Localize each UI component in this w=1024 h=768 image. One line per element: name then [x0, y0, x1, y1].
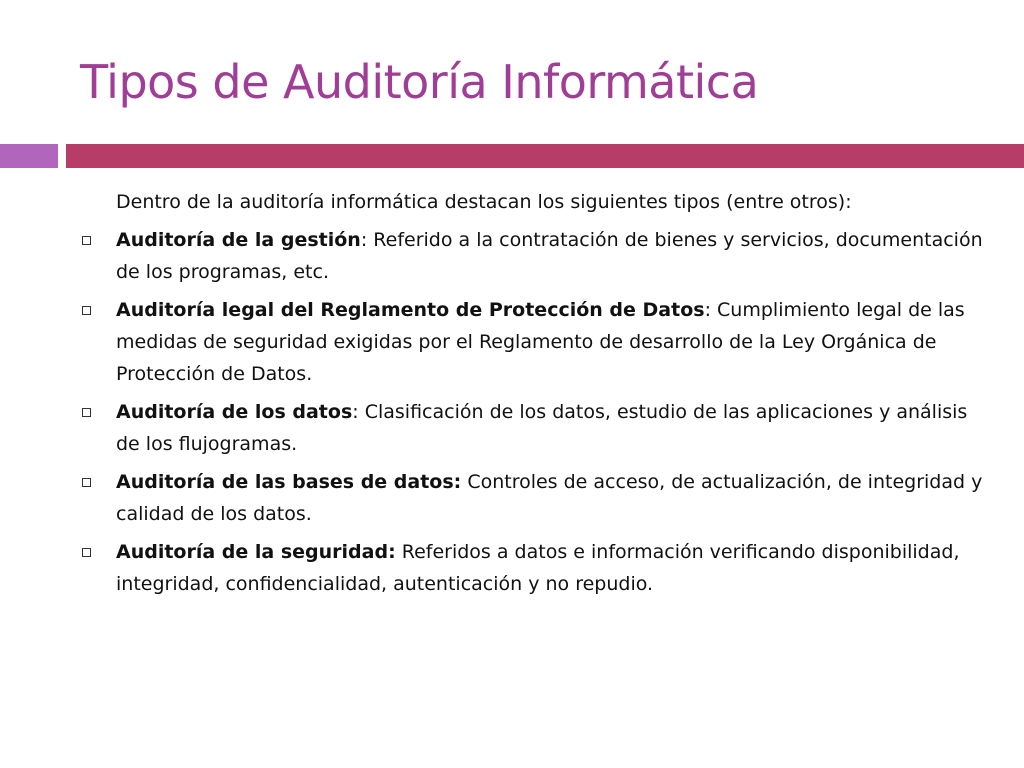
item-description: Cumplimiento legal de las medidas de seguridad exigidas por el Reglamento de desarrollo de la Ley Orgánica de Protección de Datos.	[116, 299, 965, 385]
hollow-square-icon	[82, 236, 91, 245]
slide-title: Tipos de Auditoría Informática	[80, 55, 759, 109]
hollow-square-icon	[82, 548, 91, 557]
list-item	[80, 294, 990, 390]
list-item	[80, 396, 990, 460]
intro-text: Dentro de la auditoría informática destacan los siguientes tipos (entre otros):	[116, 191, 852, 213]
accent-bar-left	[0, 144, 58, 168]
item-description: Clasificación de los datos, estudio de las aplicaciones y análisis de los flujogramas.	[116, 401, 968, 455]
hollow-square-icon	[82, 478, 91, 487]
item-description: Controles de acceso, de actualización, de integridad y calidad de los datos.	[116, 471, 983, 525]
item-term: Auditoría legal del Reglamento de Protección de Datos	[116, 299, 705, 321]
list-item	[80, 224, 990, 288]
item-separator: :	[360, 229, 374, 251]
item-description: Referido a la contratación de bienes y servicios, documentación de los programas, etc.	[116, 229, 983, 283]
item-term: Auditoría de la seguridad:	[116, 541, 396, 563]
list-item	[80, 466, 990, 530]
item-term: Auditoría de las bases de datos:	[116, 471, 462, 493]
hollow-square-icon	[82, 306, 91, 315]
item-term: Auditoría de la gestión	[116, 229, 361, 251]
slide-body	[80, 186, 990, 606]
hollow-square-icon	[82, 408, 91, 417]
item-separator: :	[352, 401, 365, 423]
item-description: Referidos a datos e información verificando disponibilidad, integridad, confidencialidad, autenticación y no repudio.	[116, 541, 960, 595]
item-term: Auditoría de los datos	[116, 401, 353, 423]
item-separator: :	[704, 299, 718, 321]
audit-types-list	[80, 224, 990, 600]
accent-bar-right	[66, 144, 1024, 168]
list-item	[80, 536, 990, 600]
